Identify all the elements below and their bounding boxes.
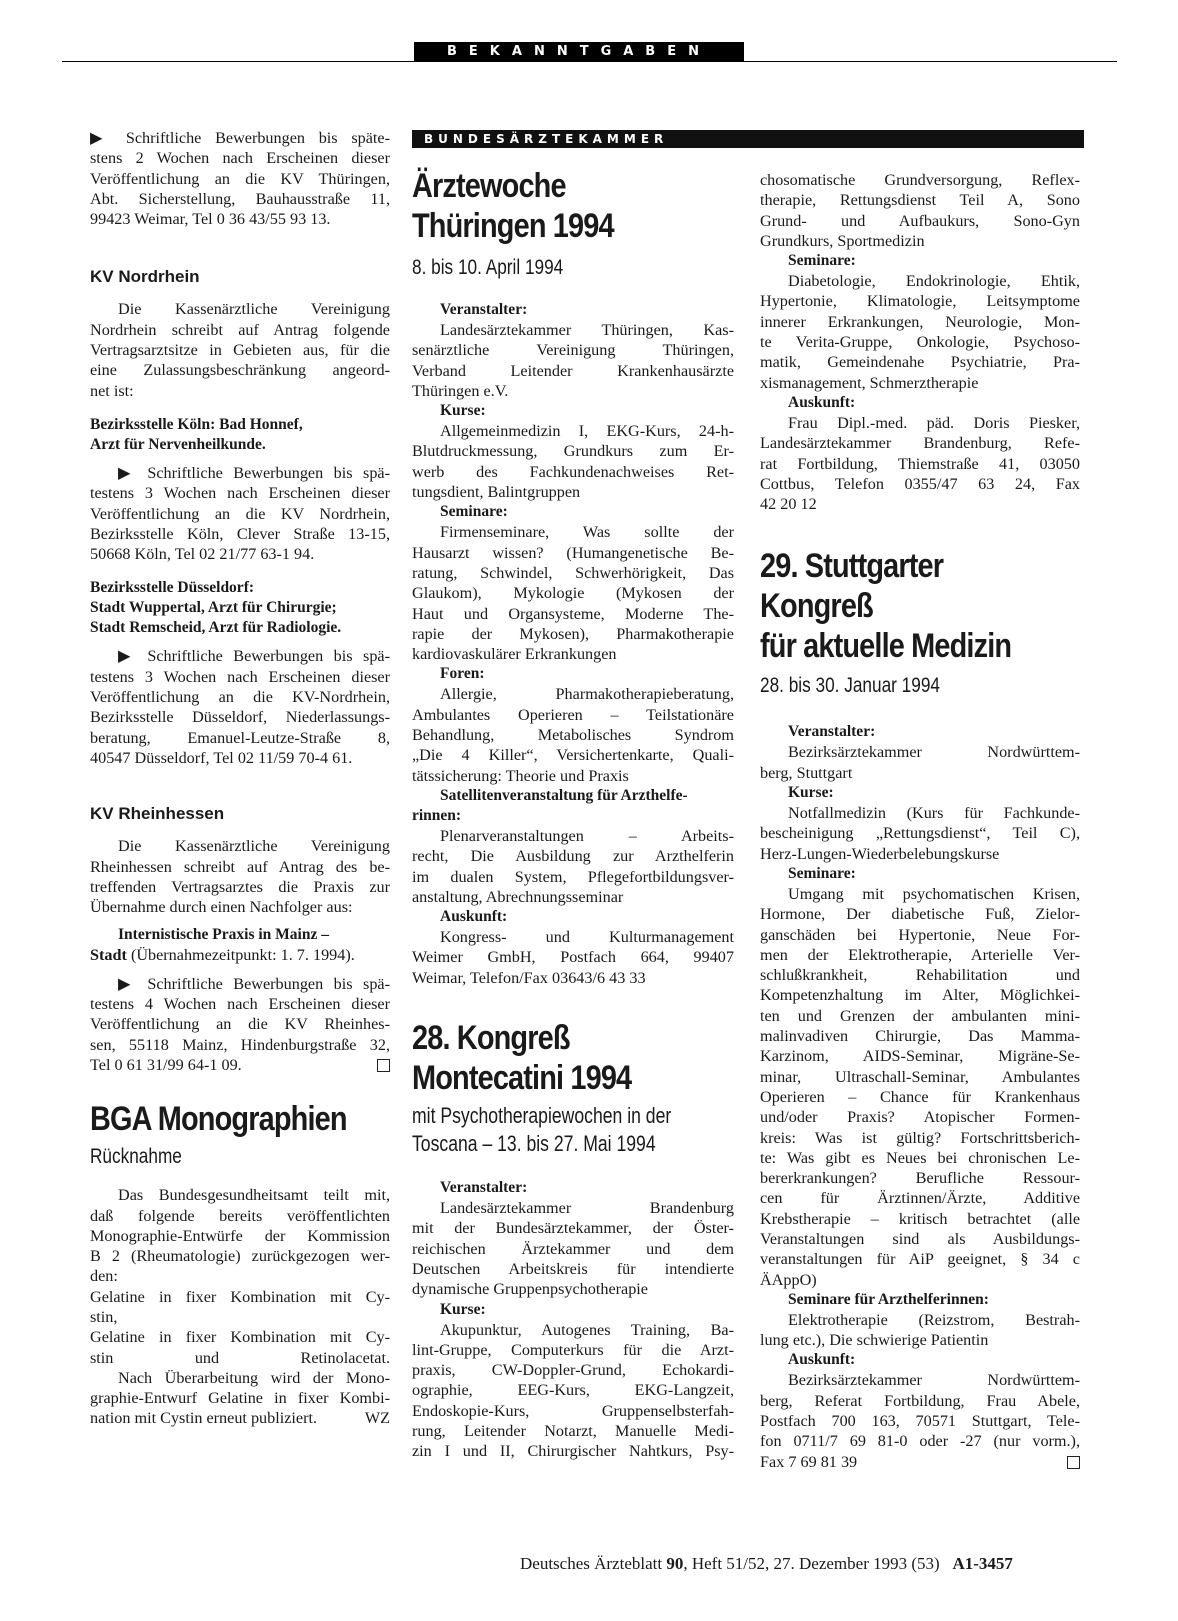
text-line: Herz-Lungen-Wiederbelebungskurse [760, 844, 1000, 863]
text-line: Umgang mit psychomatischen Krisen, [788, 884, 1080, 903]
text-line: Abt. Sicherstellung, Bauhausstraße 11, [90, 189, 390, 208]
text-line: 50668 Köln, Tel 02 21/77 63-1 94. [90, 545, 315, 564]
text-line: tungsdient, Balintgruppen [412, 483, 581, 502]
text-line: Die Kassenärztliche Vereinigung [118, 837, 390, 856]
text-line: testens 3 Wochen nach Erscheinen dieser [90, 484, 390, 503]
text-line: Veranstaltungen sind als Ausbildungs- [760, 1229, 1080, 1248]
text-line: Hypertonie, Klimatologie, Leitsymptome [760, 292, 1080, 311]
text-line: Allgemeinmedizin I, EKG-Kurs, 24-h- [440, 422, 734, 441]
text-line: ten und Grenzen der ambulanten mini- [760, 1006, 1080, 1025]
text-line: Blutdruckmessung, Grundkurs zum Er- [412, 442, 734, 461]
text-line: Deutschen Arbeitskreis für intendierte [412, 1259, 734, 1278]
heading-line: für aktuelle Medizin [760, 627, 1012, 666]
text-line: kardiovaskulärer Erkrankungen [412, 645, 617, 664]
text-line: rung, Leitender Notarzt, Manuelle Medi- [412, 1421, 734, 1440]
text-line: zin I und II, Chirurgischer Nahtkurs, Psy- [412, 1442, 734, 1461]
text-line: B 2 (Rheumatologie) zurückgezogen wer- [90, 1247, 390, 1266]
seminare-label: Seminare: [788, 252, 856, 270]
montecatini-continued [760, 170, 1080, 514]
text-line: Verband Leitender Krankenhausärzte [412, 361, 734, 380]
text-line: te Verita-Gruppe, Onkologie, Psychoso- [760, 333, 1080, 352]
text-line: men der Elektrotherapie, Arterielle Ver- [760, 945, 1080, 964]
text-line: Übernahme durch einen Nachfolger aus: [90, 898, 353, 917]
subtitle-line: mit Psychotherapiewochen in der [412, 1103, 672, 1129]
bga-heading: BGA Monographien [90, 1100, 347, 1139]
text-line: beratung, Emanuel-Leutze-Straße 8, [90, 728, 390, 747]
text-line: schlußkrankheit, Rehabilitation und [760, 966, 1080, 985]
text-line: Grundkurs, Sportmedizin [760, 231, 925, 250]
text-line: ▶ Schriftliche Bewerbungen bis spä- [118, 463, 390, 482]
veranstalter-label: Veranstalter: [788, 723, 876, 741]
text-line: Endoskopie-Kurs, Gruppenselbsterfah- [412, 1401, 734, 1420]
text-line: Hausarzt wissen? (Humangenetische Be- [412, 543, 734, 562]
foren-label: Foren: [440, 665, 485, 683]
text-line: Bezirksärztekammer Nordwürttem- [788, 743, 1080, 762]
label-line: rinnen: [412, 806, 462, 824]
arzthelferinnen-label: Seminare für Arzthelferinnen: [788, 1290, 989, 1308]
text-line: stin und Retinolacetat. [90, 1348, 390, 1367]
text-line: 99423 Weimar, Tel 0 36 43/55 93 13. [90, 210, 331, 229]
text-line: Postfach 700 163, 70571 Stuttgart, Tele- [760, 1412, 1080, 1431]
text-line: werb des Fachkundenachweises Ret- [412, 462, 734, 481]
koeln-application-text [90, 463, 390, 564]
text-line: stens 2 Wochen nach Erscheinen dieser [90, 149, 390, 168]
stuttgart-date: 28. bis 30. Januar 1994 [760, 674, 940, 698]
bga-text [90, 1185, 390, 1429]
label-line: Bezirksstelle Köln: Bad Honnef, [90, 415, 303, 433]
text-line: den: [90, 1267, 118, 1286]
thueringen-application-text [90, 128, 390, 229]
column-3 [760, 170, 1080, 1472]
page-footer: Deutsches Ärzteblatt 90, Heft 51/52, 27. Dezember 1993 (53) A1-3457 [520, 1554, 1013, 1573]
text-line: Die Kassenärztliche Vereinigung [118, 300, 390, 319]
text-line: Hormone, Der diabetische Fuß, Zielor- [760, 905, 1080, 924]
end-of-article-icon [1067, 1456, 1080, 1469]
text-line: rapie der Mykosen), Pharmakotherapie [412, 624, 734, 643]
section-band-label: BUNDESÄRZTEKAMMER [424, 132, 669, 146]
montecatini-subtitle [412, 1102, 734, 1158]
text-line: Thüringen e.V. [412, 381, 509, 400]
stuttgart-heading [760, 546, 1080, 666]
text-line: Kongress- und Kulturmanagement [440, 928, 734, 947]
kv-rheinhessen-heading: KV Rheinhessen [90, 804, 225, 824]
text-line: Landesärztekammer Thüringen, Kas- [440, 321, 734, 339]
text-line: daß folgende bereits veröffentlichten [90, 1206, 390, 1225]
text-line: ÄAppO) [760, 1270, 817, 1289]
koeln-label [90, 415, 390, 455]
text-line: Cottbus, Telefon 0355/47 63 24, Fax [760, 474, 1080, 493]
label-line: Stadt Wuppertal, Arzt für Chirurgie; [90, 599, 337, 617]
text-line: fon 0711/7 69 81-0 oder -27 (nur vorm.), [760, 1432, 1080, 1451]
text-line: 42 20 12 [760, 495, 817, 514]
header-band: BEKANNTGABEN [414, 42, 744, 62]
text-line: graphie-Entwurf Gelatine in fixer Kombi- [90, 1389, 390, 1408]
text-line: recht, Die Ausbildung zur Arzthelferin [412, 847, 734, 866]
kurse-label: Kurse: [440, 1300, 486, 1318]
text-line: Karzinom, AIDS-Seminar, Migräne-Se- [760, 1047, 1080, 1066]
seminare-label: Seminare: [788, 864, 856, 882]
text-line: berg, Stuttgart [760, 763, 853, 782]
text-line: Weimer GmbH, Postfach 664, 99407 [412, 948, 734, 967]
text-line: Behandlung, Metabolisches Syndrom [412, 726, 734, 745]
text-line: eine Zulassungsbeschränkung angeord- [90, 361, 390, 380]
text-line: nation mit Cystin erneut publiziert. WZ [90, 1409, 390, 1428]
text-line: Landesärztekammer Brandenburg, Refe- [760, 434, 1080, 453]
text-line: Firmenseminare, Was sollte der [440, 523, 734, 542]
column-1 [90, 128, 390, 1429]
text-line: Nach Überarbeitung wird der Mono- [118, 1368, 390, 1387]
label-line: Arzt für Nervenheilkunde. [90, 435, 266, 453]
text-line: Bezirksärztekammer Nordwürttem- [788, 1371, 1080, 1390]
auskunft-label: Auskunft: [788, 1351, 856, 1369]
text-line: Kompetenzhaltung im Alter, Möglichkei- [760, 986, 1080, 1005]
text-line: innerer Erkrankungen, Neurologie, Mon- [760, 312, 1080, 331]
seminare-label: Seminare: [440, 503, 508, 521]
kv-nordrhein-intro [90, 299, 390, 400]
text-line: berg, Referat Fortbildung, Frau Abele, [760, 1391, 1080, 1410]
text-line: ▶ Schriftliche Bewerbungen bis spä- [118, 647, 390, 666]
veranstalter-label: Veranstalter: [440, 301, 528, 318]
text-line: Allergie, Pharmakotherapieberatung, [440, 685, 734, 704]
auskunft-label: Auskunft: [788, 393, 856, 411]
kv-rheinhessen-intro [90, 836, 390, 917]
text-line: Rheinhessen schreibt auf Antrag des be- [90, 857, 390, 876]
text-line: „Die 4 Killer“, Versichertenkarte, Quali- [412, 746, 734, 765]
heading-line: Montecatini 1994 [412, 1059, 632, 1098]
text-line: ratung, Schwindel, Schwerhörigkeit, Das [412, 563, 734, 582]
text-line: Monographie-Entwürfe der Kommission [90, 1226, 390, 1245]
text-line: rat Fortbildung, Thiemstraße 41, 03050 [760, 454, 1080, 473]
text-line: reichischen Ärztekammer und dem [412, 1239, 734, 1258]
stuttgart-program [760, 722, 1080, 1472]
label-line: Bezirksstelle Düsseldorf: [90, 579, 255, 597]
duesseldorf-label [90, 578, 390, 638]
column-2 [412, 148, 734, 1462]
text-line: Operieren – Chance für Krankenhaus [760, 1087, 1080, 1106]
text-line: bererkrankungen? Berufliche Ressour- [760, 1169, 1080, 1188]
montecatini-heading [412, 1018, 734, 1098]
text-line: matik, Gemeindenahe Psychiatrie, Pra- [760, 353, 1080, 372]
auskunft-label: Auskunft: [440, 908, 508, 926]
text-line: Nordrhein schreibt auf Antrag folgende [90, 320, 390, 339]
text-line: ▶ Schriftliche Bewerbungen bis spä- [118, 974, 390, 993]
section-band [412, 130, 1084, 148]
text-line: praxis, CW-Doppler-Grund, Echokardi- [412, 1361, 734, 1380]
text-line: Das Bundesgesundheitsamt teilt mit, [118, 1186, 390, 1205]
aerztewoche-program [412, 300, 734, 988]
veranstalter-label: Veranstalter: [440, 1179, 528, 1197]
heading-line: 28. Kongreß [412, 1019, 570, 1058]
text-line: te: Was gibt es Neues bei chronischen Le- [760, 1148, 1080, 1167]
aerztewoche-heading [412, 166, 734, 246]
text-line: Notfallmedizin (Kurs für Fachkunde- [788, 804, 1080, 823]
aerztewoche-date: 8. bis 10. April 1994 [412, 256, 564, 279]
text-line: ographie, EEG-Kurs, EKG-Langzeit, [412, 1381, 734, 1400]
text-line: cen für Ärztinnen/Ärzte, Additive [760, 1189, 1080, 1208]
text-line: testens 3 Wochen nach Erscheinen dieser [90, 667, 390, 686]
text-line: Landesärztekammer Brandenburg [440, 1199, 734, 1218]
text-line: Gelatine in fixer Kombination mit Cy- [90, 1287, 390, 1306]
text-line: Fax 7 69 81 39 [760, 1452, 1080, 1472]
text-line: Glaukom), Mykologie (Mykosen der [412, 584, 734, 603]
text-line: Krebstherapie – kritisch betrachtet (alle [760, 1209, 1080, 1228]
text-line: Frau Dipl.-med. päd. Doris Piesker, [788, 413, 1080, 432]
text-line: malinvadiven Chirurgie, Das Mamma- [760, 1027, 1080, 1046]
text-line: Weimar, Telefon/Fax 03643/6 43 33 [412, 968, 646, 987]
text-line: lint-Gruppe, Computerkurs für die Arzt- [412, 1340, 734, 1359]
text-line: Veröffentlichung an die KV-Nordrhein, [90, 688, 390, 707]
text-line: Veröffentlichung an die KV Thüringen, [90, 169, 390, 188]
text-line: senärztliche Vereinigung Thüringen, [412, 341, 734, 360]
text-line: und/oder Praxis? Atopischer Formen- [760, 1108, 1080, 1127]
end-of-article-icon [377, 1059, 390, 1072]
text-line: xismanagement, Schmerztherapie [760, 373, 979, 392]
text-line: kreis: Was ist gültig? Fortschrittsberich- [760, 1128, 1080, 1147]
text-line: lung etc.), Die schwierige Patientin [760, 1331, 989, 1350]
text-line: tätssicherung: Theorie und Praxis [412, 766, 629, 785]
bga-subtitle: Rücknahme [90, 1145, 182, 1169]
text-line: 40547 Düsseldorf, Tel 02 11/59 70-4 61. [90, 748, 353, 767]
text-line: stin, [90, 1307, 118, 1326]
text-line: bescheinigung „Rettungsdienst“, Teil C), [760, 824, 1080, 843]
text-line: Elektrotherapie (Reizstrom, Bestrah- [788, 1310, 1080, 1329]
heading-line: 29. Stuttgarter [760, 547, 944, 586]
kv-nordrhein-heading: KV Nordrhein [90, 267, 200, 287]
text-line: minar, Ultraschall-Seminar, Ambulantes [760, 1067, 1080, 1086]
text-line: Veröffentlichung an die KV Nordrhein, [90, 504, 390, 523]
text-line: net ist: [90, 381, 134, 400]
text-line: therapie, Rettungsdienst Teil A, Sono [760, 191, 1080, 210]
heading-line: Ärztewoche [412, 167, 566, 205]
text-line: Bezirksstelle Düsseldorf, Niederlassungs- [90, 708, 390, 727]
text-line: Ambulantes Operieren – Teilstationäre [412, 705, 734, 724]
montecatini-program [412, 1178, 734, 1462]
page-number: A1-3457 [952, 1554, 1013, 1573]
mainz-label-line1: Internistische Praxis in Mainz – [118, 926, 329, 944]
text-line: Tel 0 61 31/99 64-1 09. [90, 1055, 390, 1075]
text-line: ganschäden bei Hypertonie, Neue For- [760, 925, 1080, 944]
text-line: ▶ Schriftliche Bewerbungen bis späte- [90, 129, 390, 147]
heading-line: Kongreß [760, 587, 873, 626]
text-line: treffenden Vertragsarztes die Praxis zur [90, 877, 390, 896]
label-line: Satellitenveranstaltung für Arzthelfe- [440, 786, 688, 804]
subtitle-line: Toscana – 13. bis 27. Mai 1994 [412, 1131, 656, 1157]
label-line: Stadt Remscheid, Arzt für Radiologie. [90, 619, 342, 637]
kurse-label: Kurse: [440, 402, 486, 420]
text-line: Bezirksstelle Köln, Clever Straße 13-15, [90, 524, 390, 543]
text-line: Gelatine in fixer Kombination mit Cy- [90, 1328, 390, 1347]
text-line: Diabetologie, Endokrinologie, Ehtik, [788, 272, 1080, 291]
text-line: dynamische Gruppenpsychotherapie [412, 1280, 648, 1299]
text-line: veranstaltungen für AiP geeignet, § 34 c [760, 1250, 1080, 1269]
text-line: Vertragsarztsitze in Gebieten aus, für die [90, 341, 390, 360]
text-line: anstaltung, Abrechnungsseminar [412, 887, 624, 906]
bga-signature: WZ [364, 1409, 390, 1428]
text-line: Akupunktur, Autogenes Training, Ba- [440, 1320, 734, 1339]
duesseldorf-application-text [90, 646, 390, 768]
text-line: mit der Bundesärztekammer, der Öster- [412, 1219, 734, 1238]
text-line: Plenarveranstaltungen – Arbeits- [440, 826, 734, 845]
rheinhessen-application-text [90, 974, 390, 1075]
text-line: Haut und Organsysteme, Moderne The- [412, 604, 734, 623]
mainz-label-line2: Stadt (Übernahmezeitpunkt: 1. 7. 1994). [90, 946, 355, 965]
kurse-label: Kurse: [788, 784, 834, 802]
text-line: Veröffentlichung an die KV Rheinhes- [90, 1015, 390, 1034]
text-line: sen, 55118 Mainz, Hindenburgstraße 32, [90, 1035, 390, 1054]
text-line: Grund- und Aufbaukurs, Sono-Gyn [760, 211, 1080, 230]
text-line: testens 4 Wochen nach Erscheinen dieser [90, 995, 390, 1014]
text-line: im dualen System, Pflegefortbildungsver- [412, 867, 734, 886]
text-line: chosomatische Grundversorgung, Reflex- [760, 171, 1080, 189]
heading-line: Thüringen 1994 [412, 207, 614, 245]
